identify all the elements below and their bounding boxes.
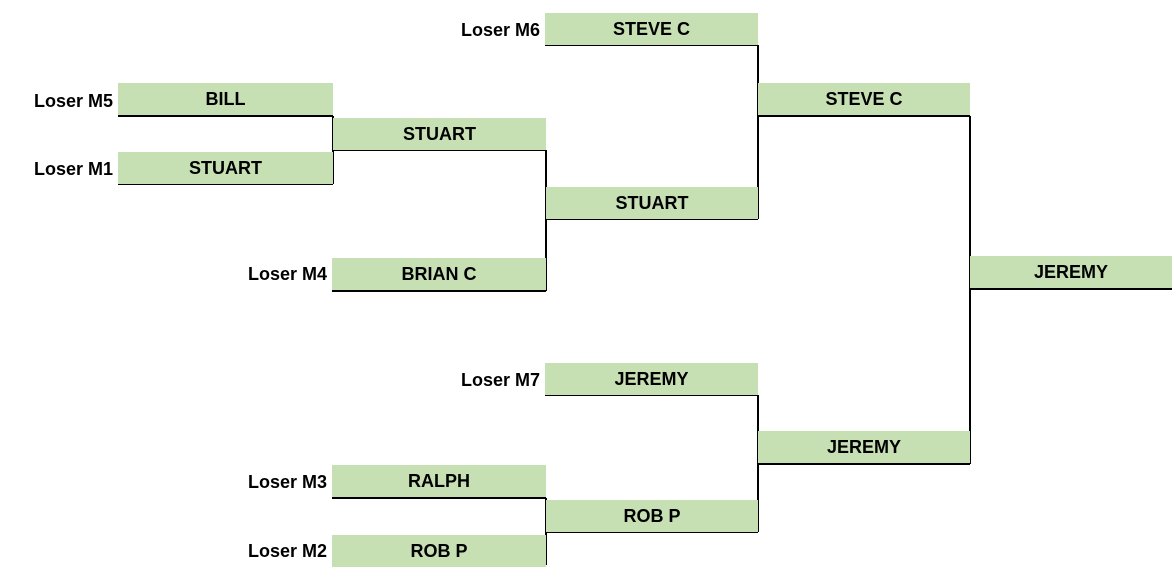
feeder-label-m6: Loser M6 [460, 19, 540, 40]
feeder-player-ralph: RALPH [332, 465, 546, 497]
feeder-player-jeremy: JEREMY [545, 363, 758, 395]
feeder-label-m1: Loser M1 [33, 158, 113, 179]
feeder-player-bill: BILL [118, 83, 333, 115]
winner-stuart-r1: STUART [333, 118, 546, 150]
feeder-label-m5: Loser M5 [33, 90, 113, 111]
feeder-player-steve-c: STEVE C [545, 13, 758, 45]
winner-jeremy-semi: JEREMY [758, 431, 970, 463]
feeder-player-stuart: STUART [118, 152, 333, 184]
feeder-label-m2: Loser M2 [247, 540, 327, 561]
feeder-label-m3: Loser M3 [247, 471, 327, 492]
feeder-player-brian-c: BRIAN C [332, 258, 546, 290]
feeder-label-m7: Loser M7 [460, 369, 540, 390]
feeder-label-m4: Loser M4 [247, 263, 327, 284]
feeder-player-rob-p: ROB P [332, 535, 546, 567]
final-winner-jeremy: JEREMY [970, 256, 1172, 288]
winner-rob-p: ROB P [546, 500, 758, 532]
winner-stuart-r2: STUART [546, 187, 758, 219]
winner-steve-c: STEVE C [758, 83, 970, 115]
